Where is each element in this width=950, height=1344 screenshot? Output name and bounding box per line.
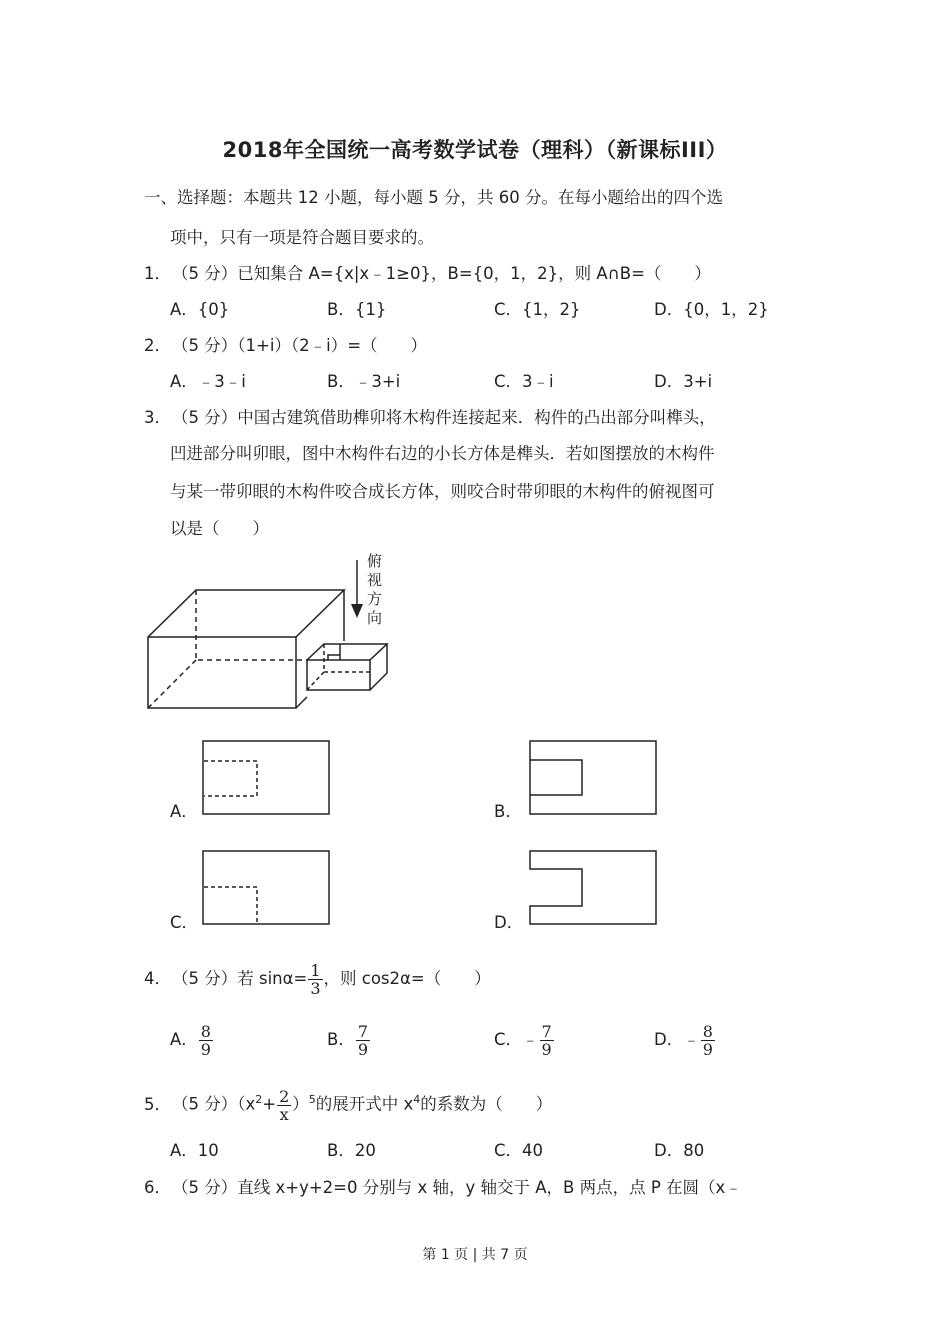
question-4 xyxy=(144,961,491,997)
q2-option-c: C．3﹣i xyxy=(494,372,554,391)
question-1-number: 1． xyxy=(144,264,171,283)
q4-option-d-fraction xyxy=(701,1023,715,1058)
question-3-line3: 与某一带卯眼的木构件咬合成长方体，则咬合时带卯眼的木构件的俯视图可 xyxy=(170,482,715,501)
question-4-post: ，则 cos2α=（ ） xyxy=(323,969,491,988)
view-direction-char-1: 俯 xyxy=(367,552,383,570)
q3-option-d: D． xyxy=(494,913,524,932)
page-footer: 第 1 页 | 共 7 页 xyxy=(422,1247,528,1263)
q4-option-c xyxy=(494,1022,555,1058)
question-5-number: 5． xyxy=(144,1094,171,1114)
fraction-numerator: 7 xyxy=(357,1022,369,1041)
q3-option-c: C． xyxy=(170,913,199,932)
page-title: 2018年全国统一高考数学试卷（理科）（新课标III） xyxy=(222,138,728,162)
q1-option-d: D．{0，1，2} xyxy=(654,300,769,319)
fraction-numerator: 1 xyxy=(310,961,321,980)
question-3-line1: （5 分）中国古建筑借助榫卯将木构件连接起来．构件的凸出部分叫榫头， xyxy=(172,408,716,427)
question-2-number: 2． xyxy=(144,336,171,355)
question-5-exp-2: 5 xyxy=(308,1093,316,1106)
q1-option-b: B．{1} xyxy=(327,300,387,319)
question-6-number: 6． xyxy=(144,1178,171,1197)
q4-option-b xyxy=(327,1022,371,1058)
view-direction-char-2: 视 xyxy=(367,571,383,589)
q1-option-c: C．{1，2} xyxy=(494,300,581,319)
section-header-line2: 项中，只有一项是符合题目要求的。 xyxy=(170,228,434,247)
fraction-denominator: x xyxy=(279,1104,289,1124)
q1-option-a: A．{0} xyxy=(170,300,230,319)
fraction-numerator: 7 xyxy=(541,1022,552,1041)
q3-option-b: B． xyxy=(494,802,522,821)
question-2-text: （5 分）（1+i）（2﹣i）=（ ） xyxy=(172,336,428,355)
q5-option-c: C．40 xyxy=(494,1141,544,1160)
q4-option-b-fraction xyxy=(356,1023,370,1058)
q5-option-b: B．20 xyxy=(327,1141,376,1160)
fraction-numerator: 2 xyxy=(279,1086,290,1106)
question-4-pre: （5 分）若 sinα= xyxy=(172,969,308,988)
question-5-post2: 的系数为（ ） xyxy=(420,1094,553,1114)
question-5 xyxy=(144,1082,552,1123)
q4-option-a xyxy=(170,1022,214,1058)
question-4-number: 4． xyxy=(144,969,171,988)
fraction-numerator: 8 xyxy=(200,1022,211,1041)
q5-option-d: D．80 xyxy=(654,1141,705,1160)
question-5-fraction xyxy=(277,1088,291,1123)
q4-option-c-label: C． xyxy=(494,1030,523,1049)
question-6-text: （5 分）直线 x+y+2=0 分别与 x 轴，y 轴交于 A，B 两点，点 P 在圆（x﹣ xyxy=(172,1178,742,1197)
section-header-line1: 一、选择题：本题共 12 小题，每小题 5 分，共 60 分。在每小题给出的四个选 xyxy=(144,188,723,207)
q4-option-d xyxy=(654,1022,716,1058)
q4-option-a-fraction xyxy=(199,1023,213,1058)
fraction-numerator: 8 xyxy=(702,1022,713,1041)
view-direction-char-4: 向 xyxy=(367,609,383,627)
q4-option-c-sign: ﹣ xyxy=(522,1030,539,1049)
question-1-text: （5 分）已知集合 A={x|x﹣1≥0}，B={0，1，2}，则 A∩B=（ ） xyxy=(172,264,711,283)
fraction-denominator: 9 xyxy=(357,1040,369,1059)
q4-option-c-fraction xyxy=(540,1023,554,1058)
question-3-line2: 凹进部分叫卯眼，图中木构件右边的小长方体是榫头．若如图摆放的木构件 xyxy=(170,444,715,463)
question-5-mid: ） xyxy=(292,1094,309,1114)
q4-option-d-sign: ﹣ xyxy=(683,1030,700,1049)
q4-option-b-label: B． xyxy=(327,1030,355,1049)
q5-option-a: A．10 xyxy=(170,1141,219,1160)
question-4-fraction xyxy=(308,962,322,997)
q4-option-a-label: A． xyxy=(170,1030,198,1049)
question-5-post1: 的展开式中 x xyxy=(315,1094,414,1114)
q4-option-d-label: D． xyxy=(654,1030,684,1049)
fraction-denominator: 3 xyxy=(310,979,321,998)
question-5-exp-3: 4 xyxy=(413,1093,421,1106)
q2-option-a: A．﹣3﹣i xyxy=(170,372,246,391)
question-6 xyxy=(144,1176,742,1200)
question-5-exp-1: 2 xyxy=(255,1093,263,1106)
question-5-plus: + xyxy=(262,1094,277,1114)
q2-option-b: B．﹣3+i xyxy=(327,372,401,391)
q3-option-a: A． xyxy=(170,802,198,821)
fraction-denominator: 9 xyxy=(541,1040,552,1059)
question-3-number: 3． xyxy=(144,408,171,427)
fraction-denominator: 9 xyxy=(702,1040,713,1059)
question-5-pre: （5 分）（x xyxy=(172,1094,256,1114)
view-direction-char-3: 方 xyxy=(367,590,383,608)
question-3-line4: 以是（ ） xyxy=(170,519,269,538)
q2-option-d: D．3+i xyxy=(654,372,713,391)
fraction-denominator: 9 xyxy=(200,1040,211,1059)
